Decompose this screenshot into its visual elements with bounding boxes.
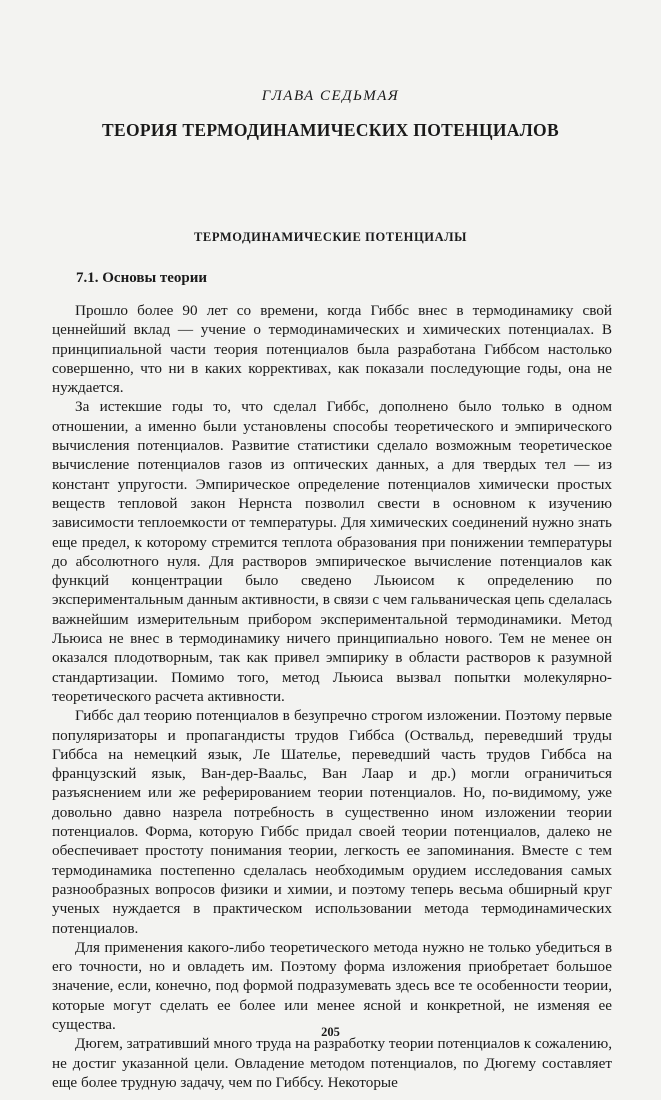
paragraph: Для применения какого-либо теоретического метода нужно не только убедиться в его точности, но и овладеть им. Поэтому форма изложения приобретает большое значение, если, конечно, под формой подразумевать здесь все те особенности теории, которые могут сделать ее более или менее ясной и конкретной, не изменяя ее существа. [52,938,612,1033]
body-text [52,301,612,1092]
paragraph: Прошло более 90 лет со времени, когда Гиббс внес в термодинамику свой ценнейший вклад — учение о термодинамических и химических потенциалах. В принципиальной части теория потенциалов была разработана Гиббсом настолько совершенно, что ни в каких коррективах, как показали последующие годы, она не нуждается. [52,302,612,397]
paragraph: Дюгем, затративший много труда на разработку теории потенциалов к сожалению, не достиг указанной цели. Овладение методом потенциалов, по Дюгему составляет еще более трудную задачу, чем по Гиббсу. Некоторые [52,1035,612,1091]
chapter-label: ГЛАВА СЕДЬМАЯ [261,88,400,104]
subsection-title: 7.1. Основы теории [76,270,208,286]
chapter-title: ТЕОРИЯ ТЕРМОДИНАМИЧЕСКИХ ПОТЕНЦИАЛОВ [102,120,559,140]
section-title: ТЕРМОДИНАМИЧЕСКИЕ ПОТЕНЦИАЛЫ [193,230,468,244]
paragraph: Гиббс дал теорию потенциалов в безупречно строгом изложении. Поэтому первые популяризаторы и пропагандисты трудов Гиббса (Оствальд, переведший труды Гиббса на немецкий язык, Ле Шателье, переведший часть трудов Гиббса на французский язык, Ван-дер-Ваальс, Ван Лаар и др.) могли ограничиться разъяснением или же реферированием теории потенциалов. Но, по-видимому, уже довольно давно назрела потребность в существенно ином изложении теории потенциалов. Форма, которую Гиббс придал своей теории потенциалов, далеко не обеспечивает простоту понимания теории, легкость ее запоминания. Вместе с тем термодинамика постепенно сделалась необходимым орудием исследования самых разнообразных вопросов физики и химии, и поэтому теперь весьма обширный круг ученых нуждается в практическом использовании метода термодинамических потенциалов. [52,707,612,937]
page-number: 205 [321,1025,340,1039]
paragraph: За истекшие годы то, что сделал Гиббс, дополнено было только в одном отношении, а именно были установлены способы теоретического и эмпирического вычисления потенциалов. Развитие статистики сделало возможным теоретическое вычисление потенциалов газов из оптических данных, а для твердых тел — из констант упругости. Эмпирическое определение потенциалов химически простых веществ тепловой закон Нернста позволил свести в основном к изучению зависимости теплоемкости от температуры. Для химических соединений нужно знать еще предел, к которому стремится теплота образования при понижении температуры до абсолютного нуля. Для растворов эмпирическое вычисление потенциалов как функций концентрации было сведено Льюисом к определению по экспериментальным данным активности, в связи с чем гальваническая цепь сделалась важнейшим измерительным прибором экспериментальной термодинамики. Метод Льюиса не внес в термодинамику ничего принципиально нового. Тем не менее он оказался плодотворным, так как привел эмпирику в области растворов к разумной стандартизации. Помимо того, метод Льюиса вызвал попытки молекулярно-теоретического расчета активности. [52,398,612,705]
